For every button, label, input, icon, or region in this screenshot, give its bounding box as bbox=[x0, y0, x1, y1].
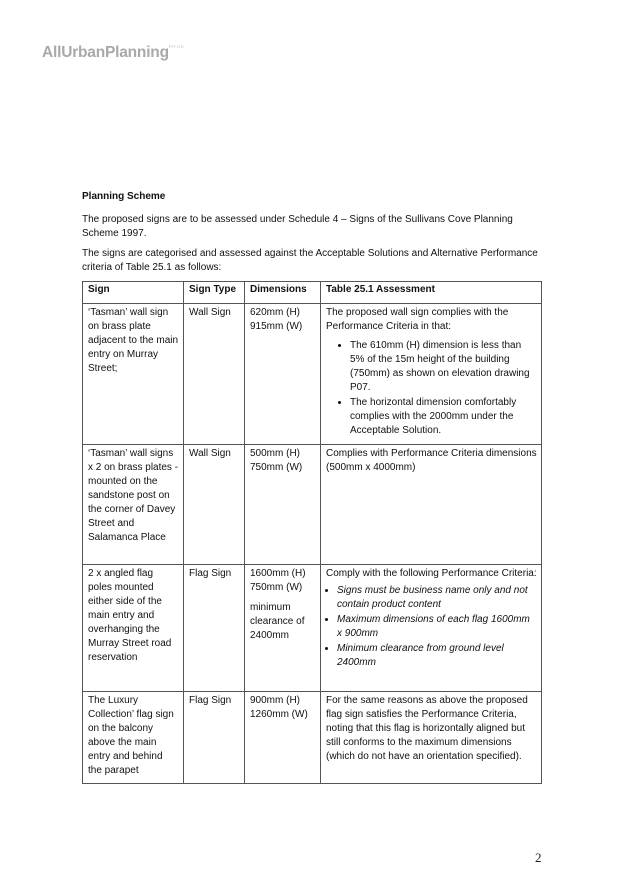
table-row bbox=[83, 304, 542, 445]
list-item: • Signs must be business name only and not contain product content bbox=[337, 584, 537, 612]
header-assessment: Table 25.1 Assessment bbox=[321, 282, 542, 304]
cell-assessment bbox=[321, 445, 542, 565]
assessment-bullets bbox=[326, 339, 537, 438]
signs-assessment-table bbox=[82, 281, 542, 784]
page-number: 2 bbox=[535, 850, 542, 865]
cell-sign-type: Wall Sign bbox=[184, 445, 245, 565]
cell-dimensions bbox=[245, 445, 321, 565]
dimension-text: 1600mm (H) 750mm (W) bbox=[250, 568, 306, 593]
list-item: • The horizontal dimension comfortably complies with the 2000mm under the Acceptable Solution. bbox=[350, 396, 537, 438]
table-header-row bbox=[83, 282, 542, 304]
cell-dimensions bbox=[245, 565, 321, 692]
cell-sign: 2 x angled flag poles mounted either side of the main entry and overhanging the Murray Street road reservation bbox=[83, 565, 184, 692]
categorisation-paragraph: The signs are categorised and assessed against the Acceptable Solutions and Alternative Performance criteria of Table 25.1 as follows: bbox=[82, 248, 538, 273]
intro-paragraph: The proposed signs are to be assessed under Schedule 4 – Signs of the Sullivans Cove Planning Scheme 1997. bbox=[82, 214, 513, 239]
header-sign: Sign bbox=[83, 282, 184, 304]
cell-sign: The Luxury Collection’ flag sign on the balcony above the main entry and behind the parapet bbox=[83, 692, 184, 784]
table-row bbox=[83, 692, 542, 784]
table-row bbox=[83, 445, 542, 565]
cell-sign: ‘Tasman’ wall signs x 2 on brass plates - mounted on the sandstone post on the corner of Davey Street and Salamanca Place bbox=[83, 445, 184, 565]
logo-text: AllUrbanPlanning bbox=[42, 44, 169, 61]
cell-sign: ‘Tasman’ wall sign on brass plate adjacent to the main entry on Murray Street; bbox=[83, 304, 184, 445]
document-body bbox=[82, 190, 542, 784]
header-sign-type: Sign Type bbox=[184, 282, 245, 304]
logo-trademark: PTY LTD bbox=[168, 44, 184, 49]
cell-sign-type: Flag Sign bbox=[184, 565, 245, 692]
dimension-text: 620mm (H) 915mm (W) bbox=[250, 307, 303, 332]
cell-assessment bbox=[321, 565, 542, 692]
dimension-text: 900mm (H) 1260mm (W) bbox=[250, 695, 308, 720]
assessment-text: Complies with Performance Criteria dimensions (500mm x 4000mm) bbox=[326, 448, 537, 473]
list-item: • The 610mm (H) dimension is less than 5% of the 15m height of the building (750mm) as shown on elevation drawing P07. bbox=[350, 339, 537, 395]
assessment-bullets bbox=[326, 584, 537, 670]
cell-assessment: For the same reasons as above the proposed flag sign satisfies the Performance Criteria, noting that this flag is horizontally aligned but still conforms to the maximum dimensions (which do not have an orientation specified). bbox=[321, 692, 542, 784]
cell-sign-type: Wall Sign bbox=[184, 304, 245, 445]
cell-dimensions bbox=[245, 304, 321, 445]
assessment-text: The proposed wall sign complies with the Performance Criteria in that: bbox=[326, 307, 509, 332]
dimension-text: 500mm (H) 750mm (W) bbox=[250, 448, 303, 473]
list-item: • Maximum dimensions of each flag 1600mm x 900mm bbox=[337, 613, 537, 641]
section-heading: Planning Scheme bbox=[82, 191, 166, 202]
cell-assessment bbox=[321, 304, 542, 445]
header-dimensions: Dimensions bbox=[245, 282, 321, 304]
cell-dimensions bbox=[245, 692, 321, 784]
assessment-text: Comply with the following Performance Criteria: bbox=[326, 568, 537, 579]
list-item: • Minimum clearance from ground level 2400mm bbox=[337, 642, 537, 670]
table-row bbox=[83, 565, 542, 692]
company-logo bbox=[42, 44, 184, 62]
cell-sign-type: Flag Sign bbox=[184, 692, 245, 784]
clearance-text: minimum clearance of 2400mm bbox=[250, 602, 305, 641]
